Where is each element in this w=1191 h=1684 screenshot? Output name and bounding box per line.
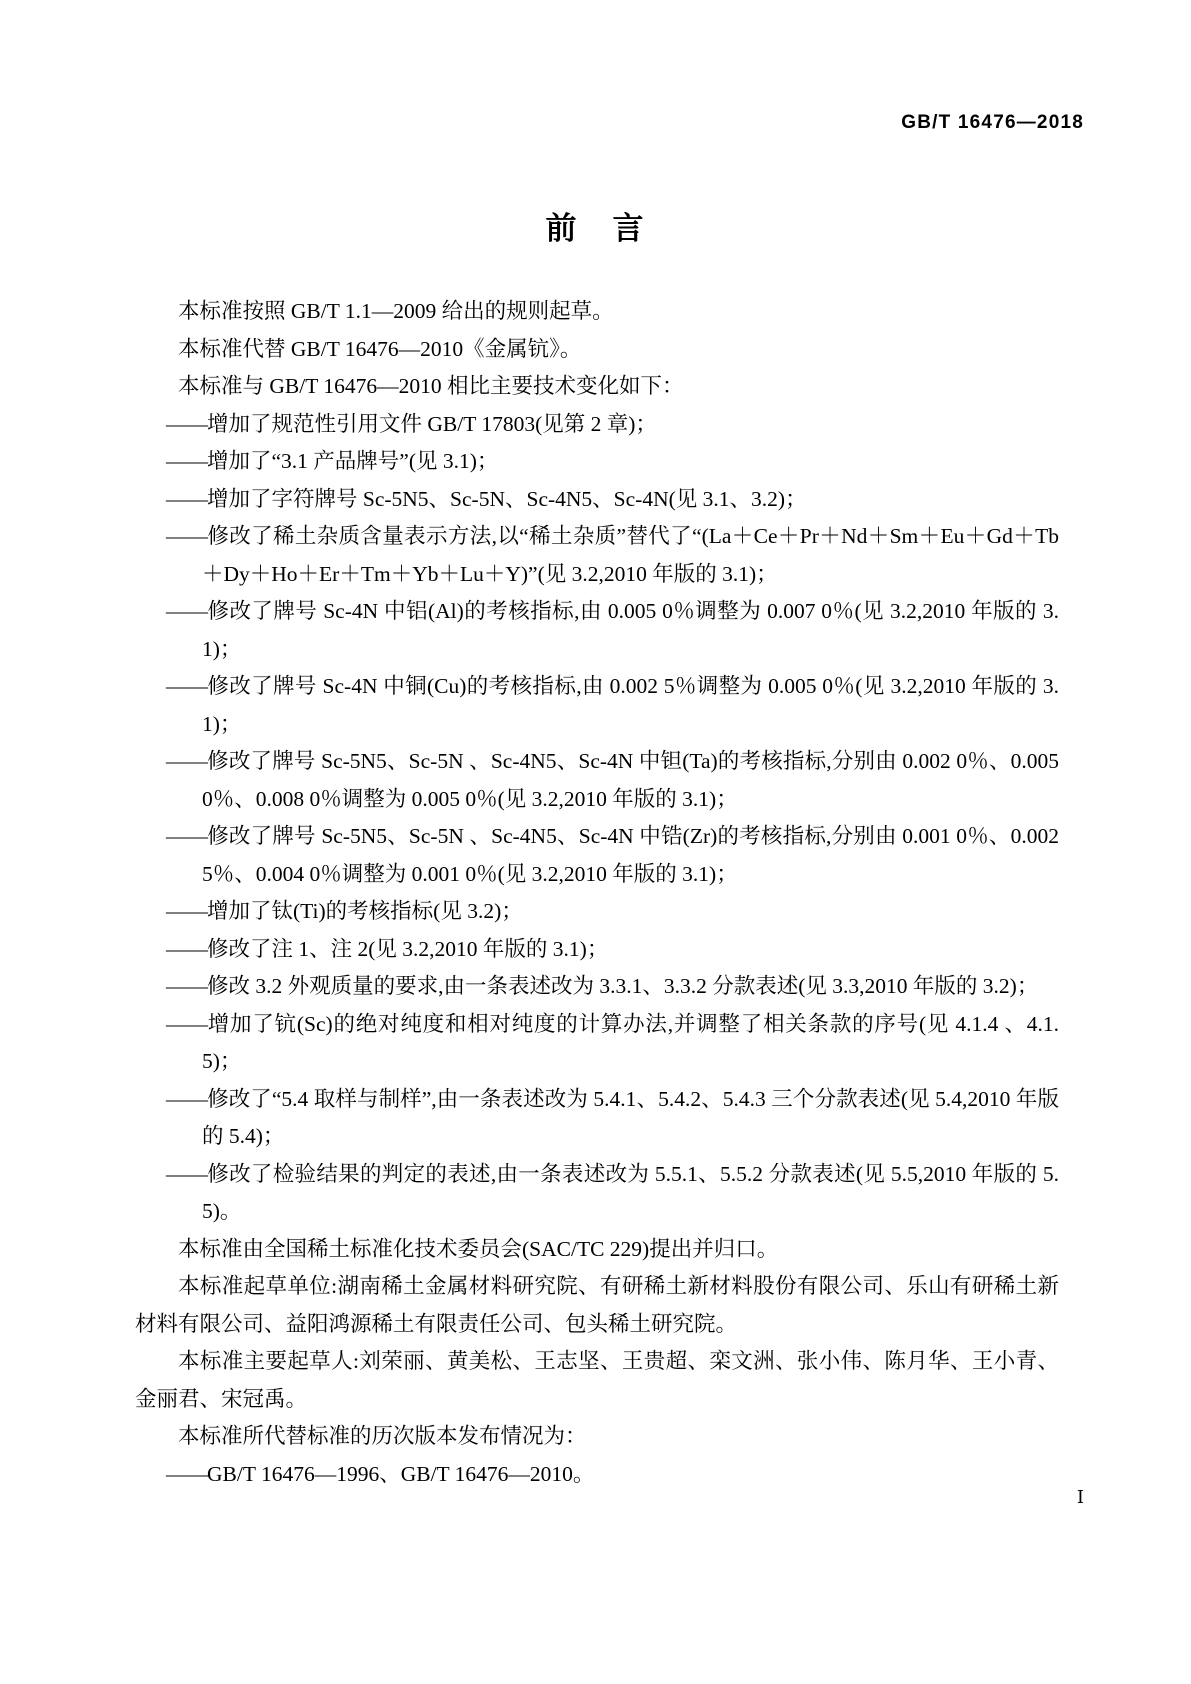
change-list-item-text: 修改了检验结果的判定的表述,由一条表述改为 5.5.1、5.5.2 分款表述(见 5.5,2010 年版的 5.5)。 (202, 1161, 1059, 1223)
closing-paragraph: 本标准所代替标准的历次版本发布情况为： (178, 1424, 587, 1448)
change-list-item (135, 968, 1059, 1006)
change-list-item-text: 修改了稀土杂质含量表示方法,以“稀土杂质”替代了“(La＋Ce＋Pr＋Nd＋Sm＋Eu＋Gd＋Tb＋Dy＋Ho＋Er＋Tm＋Yb＋Lu＋Y)”(见 3.2,2010 年版的 3.1)； (202, 524, 1059, 586)
change-list-item (135, 931, 1059, 969)
change-list-item-text: 修改了牌号 Sc-4N 中铜(Cu)的考核指标,由 0.002 5％调整为 0.005 0％(见 3.2,2010 年版的 3.1)； (202, 674, 1059, 736)
dash-marker: —— (166, 899, 207, 923)
intro-paragraph: 本标准与 GB/T 16476—2010 相比主要技术变化如下： (178, 374, 684, 398)
dash-marker: —— (166, 524, 207, 548)
page-number: Ⅰ (1076, 1487, 1084, 1507)
foreword-body (135, 293, 1059, 1493)
change-list-item-text: 增加了钪(Sc)的绝对纯度和相对纯度的计算办法,并调整了相关条款的序号(见 4.1.4 、4.1.5)； (202, 1011, 1059, 1073)
change-list-item (135, 743, 1059, 818)
dash-marker: —— (166, 486, 207, 511)
change-list-item (135, 406, 1059, 444)
dash-marker: —— (166, 674, 207, 698)
change-list-item (135, 593, 1059, 668)
dash-marker: —— (166, 1161, 207, 1186)
change-list-item-text: 增加了字符牌号 Sc-5N5、Sc-5N、Sc-4N5、Sc-4N(见 3.1、3.2)； (207, 486, 807, 511)
intro-paragraph: 本标准按照 GB/T 1.1—2009 给出的规则起草。 (178, 299, 614, 323)
closing-paragraph: 本标准起草单位:湖南稀土金属材料研究院、有研稀土新材料股份有限公司、乐山有研稀土新材料有限公司、益阳鸿源稀土有限责任公司、包头稀土研究院。 (135, 1274, 1059, 1336)
replaced-versions-text: GB/T 16476—1996、GB/T 16476—2010。 (207, 1461, 595, 1486)
closing-paragraph: 本标准主要起草人:刘荣丽、黄美松、王志坚、王贵超、栾文洲、张小伟、陈月华、王小青、金丽君、宋冠禹。 (135, 1349, 1059, 1411)
change-list-item-text: 修改了“5.4 取样与制样”,由一条表述改为 5.4.1、5.4.2、5.4.3 三个分款表述(见 5.4,2010 年版的 5.4)； (202, 1086, 1059, 1148)
change-list-item-text: 增加了钛(Ti)的考核指标(见 3.2)； (207, 899, 523, 923)
change-list-item (135, 1156, 1059, 1231)
change-list-item-text: 增加了规范性引用文件 GB/T 17803(见第 2 章)； (207, 411, 657, 436)
dash-marker: —— (166, 974, 207, 998)
dash-marker: —— (166, 411, 207, 436)
closing-paragraph: 本标准由全国稀土标准化技术委员会(SAC/TC 229)提出并归口。 (178, 1236, 779, 1261)
intro-paragraph: 本标准代替 GB/T 16476—2010《金属钪》。 (178, 336, 582, 361)
change-list-item (135, 668, 1059, 743)
change-list-item (135, 481, 1059, 519)
change-list-item (135, 443, 1059, 481)
replaced-versions-item (135, 1456, 1059, 1494)
change-list-item (135, 518, 1059, 593)
dash-marker: —— (166, 749, 207, 773)
change-list-item (135, 1006, 1059, 1081)
running-header (0, 112, 1084, 134)
standard-code: GB/T 16476—2018 (901, 112, 1084, 133)
title-char-2: 言 (612, 211, 646, 246)
dash-marker: —— (166, 1461, 207, 1486)
change-list-item-text: 修改了牌号 Sc-4N 中铝(Al)的考核指标,由 0.005 0％调整为 0.007 0％(见 3.2,2010 年版的 3.1)； (202, 599, 1059, 661)
change-list-item-text: 修改 3.2 外观质量的要求,由一条表述改为 3.3.1、3.3.2 分款表述(见 3.3,2010 年版的 3.2)； (207, 974, 1039, 998)
change-list-item-text: 修改了注 1、注 2(见 3.2,2010 年版的 3.1)； (207, 936, 609, 961)
change-list-item-text: 增加了“3.1 产品牌号”(见 3.1)； (207, 449, 499, 473)
change-list-item (135, 1081, 1059, 1156)
change-list-item-text: 修改了牌号 Sc-5N5、Sc-5N 、Sc-4N5、Sc-4N 中钽(Ta)的考核指标,分别由 0.002 0％、0.005 0％、0.008 0％调整为 0.005 0％(见 3.2,2010 年版的 3.1)； (202, 749, 1059, 811)
dash-marker: —— (166, 1011, 207, 1036)
change-list-item (135, 893, 1059, 931)
change-list-item-text: 修改了牌号 Sc-5N5、Sc-5N 、Sc-4N5、Sc-4N 中锆(Zr)的考核指标,分别由 0.001 0％、0.002 5％、0.004 0％调整为 0.001 0％(见 3.2,2010 年版的 3.1)； (202, 824, 1059, 886)
change-list-item (135, 818, 1059, 893)
dash-marker: —— (166, 936, 207, 961)
page-title (0, 203, 1191, 248)
dash-marker: —— (166, 599, 207, 623)
dash-marker: —— (166, 1086, 207, 1111)
title-char-1: 前 (545, 211, 579, 246)
dash-marker: —— (166, 824, 207, 848)
dash-marker: —— (166, 449, 207, 473)
